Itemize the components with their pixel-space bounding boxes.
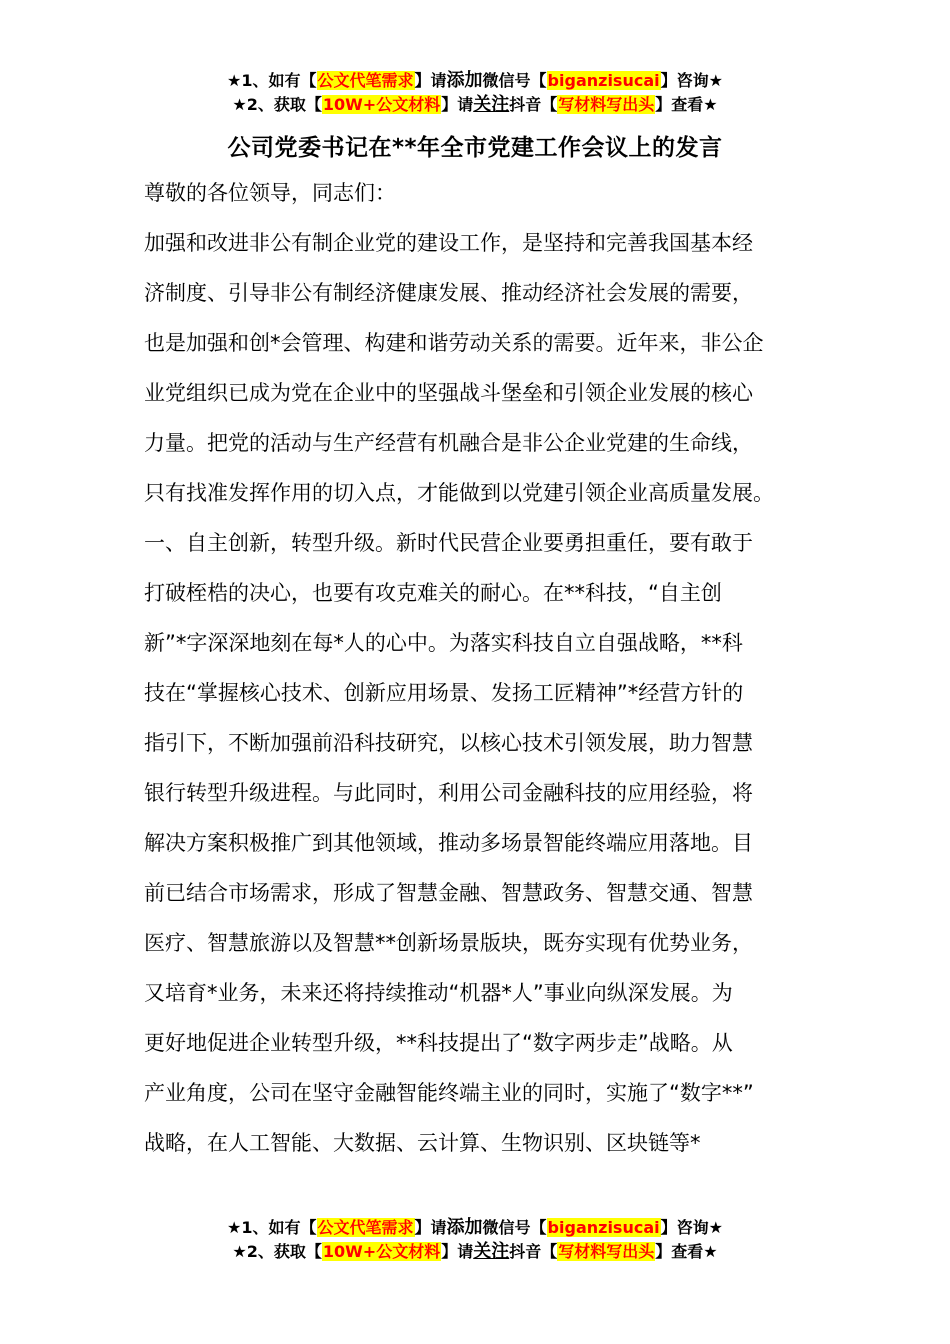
body-line: 技在“掌握核心技术、创新应用场景、发扬工匠精神”*经营方针的 bbox=[144, 681, 744, 705]
promo-text: 】查看★ bbox=[655, 1242, 718, 1261]
promo-text: 】查看★ bbox=[655, 95, 718, 114]
promo-text: ★1、如有【 bbox=[227, 71, 317, 90]
promo-text: 】请 bbox=[414, 1218, 447, 1237]
promo-text: ★2、获取【 bbox=[232, 1242, 322, 1261]
promo-emphasis: 添加 bbox=[446, 1217, 483, 1238]
body-line: 力量。把党的活动与生产经营有机融合是非公企业党建的生命线， bbox=[144, 431, 753, 455]
body-line: 只有找准发挥作用的切入点，才能做到以党建引领企业高质量发展。 bbox=[144, 481, 774, 505]
body-line: 更好地促进企业转型升级，**科技提出了“数字两步走”战略。从 bbox=[144, 1031, 733, 1055]
promo-line-2 bbox=[0, 1241, 950, 1265]
promo-text: ★1、如有【 bbox=[227, 1218, 317, 1237]
promo-highlight: biganzisucai bbox=[547, 1218, 660, 1237]
promo-text: 微信号【 bbox=[482, 1218, 547, 1237]
promo-highlight: 10W+公文材料 bbox=[322, 1242, 441, 1261]
body-line: 产业角度，公司在坚守金融智能终端主业的同时，实施了“数字**” bbox=[144, 1081, 754, 1105]
promo-text: 】咨询★ bbox=[660, 71, 723, 90]
promo-emphasis: 添加 bbox=[446, 70, 483, 91]
body-line: 加强和改进非公有制企业党的建设工作，是坚持和完善我国基本经 bbox=[144, 231, 753, 255]
body-line: 战略，在人工智能、大数据、云计算、生物识别、区块链等* bbox=[144, 1131, 701, 1155]
promo-highlight: 写材料写出头 bbox=[558, 95, 655, 114]
promo-text: 抖音【 bbox=[509, 1242, 558, 1261]
body-line: 济制度、引导非公有制经济健康发展、推动经济社会发展的需要， bbox=[144, 281, 753, 305]
body-line: 解决方案积极推广到其他领域，推动多场景智能终端应用落地。目 bbox=[144, 831, 753, 855]
promo-text: ★2、获取【 bbox=[232, 95, 322, 114]
body-line: 又培育*业务，未来还将持续推动“机器*人”事业向纵深发展。为 bbox=[144, 981, 733, 1005]
body-line: 医疗、智慧旅游以及智慧**创新场景版块，既夯实现有优势业务， bbox=[144, 931, 753, 955]
body-line: 银行转型升级进程。与此同时，利用公司金融科技的应用经验，将 bbox=[144, 781, 753, 805]
promo-banner-top bbox=[0, 70, 950, 118]
promo-highlight: biganzisucai bbox=[547, 71, 660, 90]
promo-line-1 bbox=[0, 70, 950, 94]
promo-text: 】请 bbox=[441, 1242, 474, 1261]
promo-text: 微信号【 bbox=[482, 71, 547, 90]
promo-banner-bottom bbox=[0, 1217, 950, 1265]
greeting-line: 尊敬的各位领导，同志们： bbox=[144, 181, 396, 205]
promo-emphasis: 关注 bbox=[473, 94, 510, 115]
body-line: 指引下，不断加强前沿科技研究，以核心技术引领发展，助力智慧 bbox=[144, 731, 753, 755]
promo-highlight: 10W+公文材料 bbox=[322, 95, 441, 114]
promo-highlight: 写材料写出头 bbox=[558, 1242, 655, 1261]
promo-emphasis: 关注 bbox=[473, 1241, 510, 1262]
promo-text: 】请 bbox=[441, 95, 474, 114]
promo-line-2 bbox=[0, 94, 950, 118]
document-body bbox=[144, 218, 814, 1168]
promo-text: 】咨询★ bbox=[660, 1218, 723, 1237]
body-line: 前已结合市场需求，形成了智慧金融、智慧政务、智慧交通、智慧 bbox=[144, 881, 753, 905]
promo-text: 】请 bbox=[414, 71, 447, 90]
body-line: 业党组织已成为党在企业中的坚强战斗堡垒和引领企业发展的核心 bbox=[144, 381, 753, 405]
promo-text: 抖音【 bbox=[509, 95, 558, 114]
promo-line-1 bbox=[0, 1217, 950, 1241]
body-line: 新”*字深深地刻在每*人的心中。为落实科技自立自强战略，**科 bbox=[144, 631, 743, 655]
body-line: 打破桎梏的决心，也要有攻克难关的耐心。在**科技，“自主创 bbox=[144, 581, 722, 605]
document-title: 公司党委书记在**年全市党建工作会议上的发言 bbox=[227, 135, 723, 161]
promo-highlight: 公文代笔需求 bbox=[317, 1218, 414, 1237]
promo-highlight: 公文代笔需求 bbox=[317, 71, 414, 90]
body-line: 也是加强和创*会管理、构建和谐劳动关系的需要。近年来，非公企 bbox=[144, 331, 764, 355]
body-line: 一、自主创新，转型升级。新时代民营企业要勇担重任，要有敢于 bbox=[144, 531, 753, 555]
greeting bbox=[144, 168, 814, 218]
